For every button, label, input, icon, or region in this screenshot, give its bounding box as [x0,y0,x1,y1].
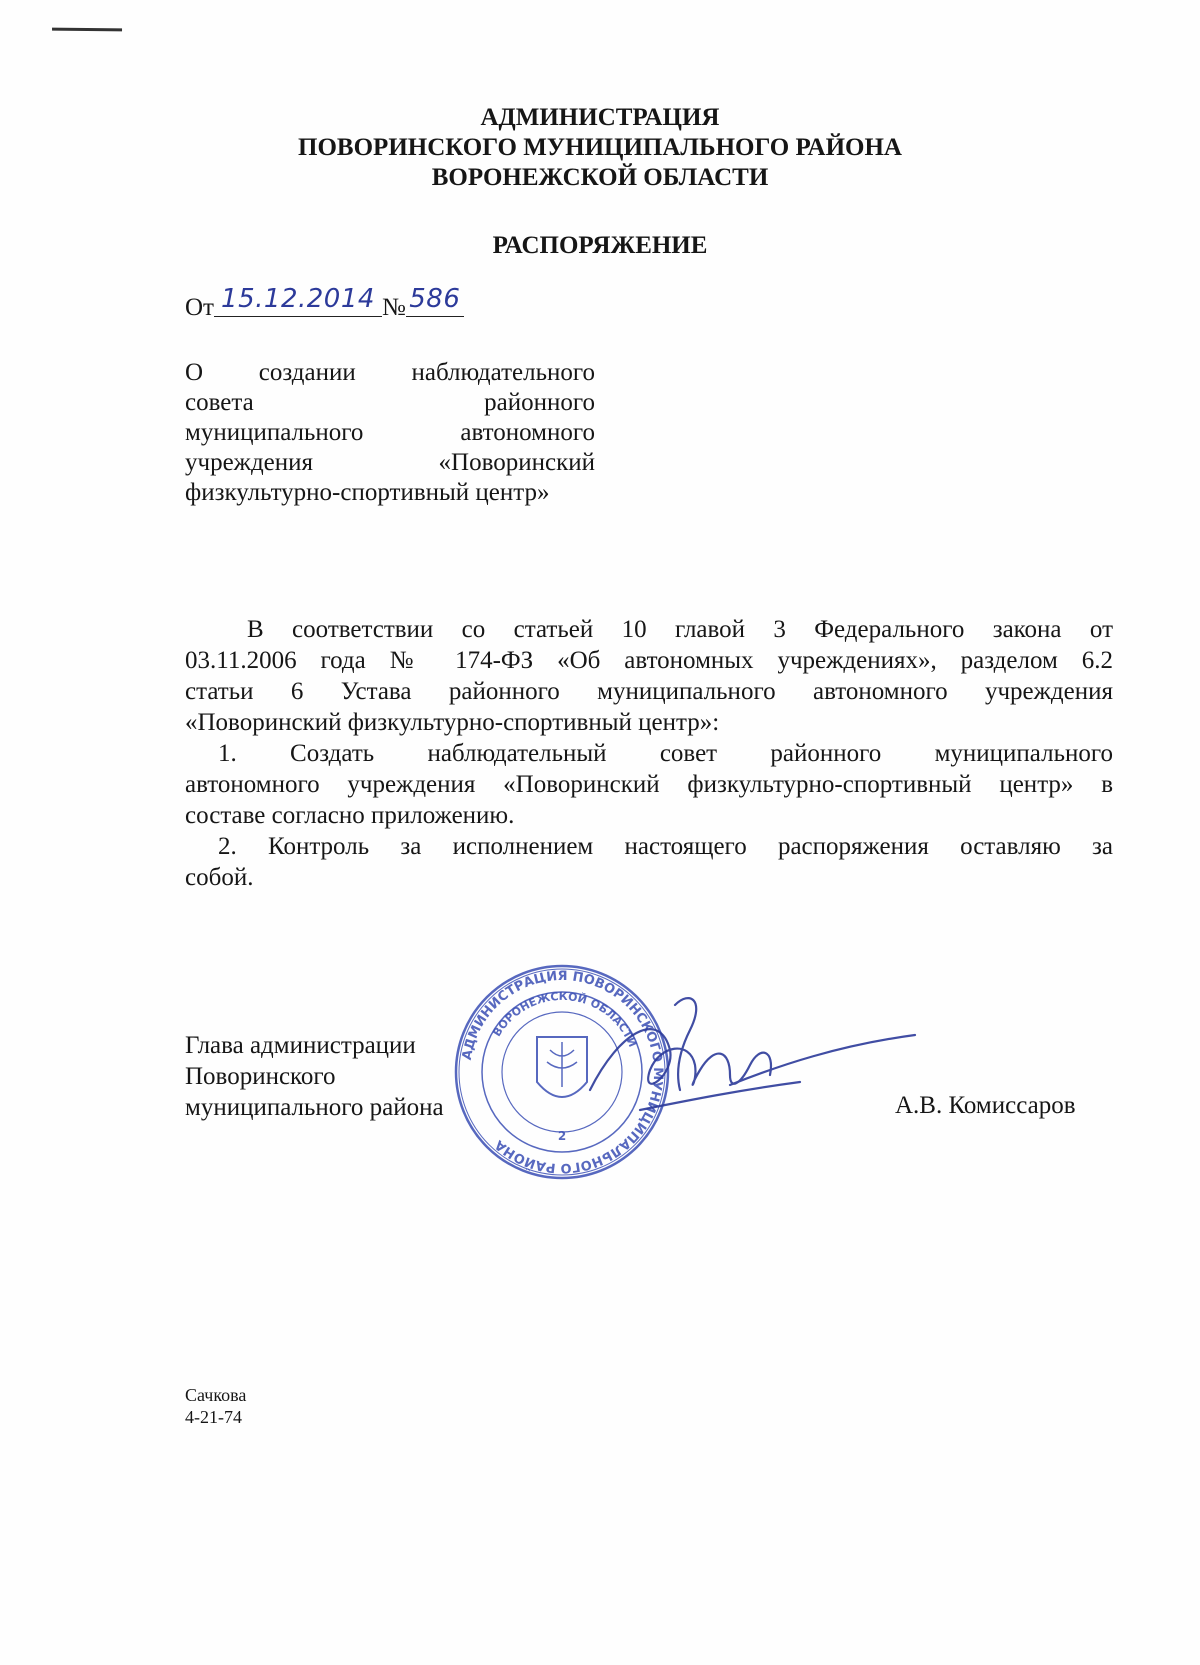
handwritten-signature [580,990,920,1140]
signatory-position [185,1030,444,1123]
date-field [214,284,382,317]
signatory-name: А.В. Комиссаров [895,1092,1076,1119]
item-1-line: 1. Создать наблюдательный совет районного муниципального [218,740,1113,767]
document-type-title: РАСПОРЯЖЕНИЕ [492,232,708,259]
subject-line: физкультурно-спортивный центр» [185,479,550,506]
preamble-line: В соответствии со статьей 10 главой 3 Федерального закона от [247,616,1113,643]
header-line-1: АДМИНИСТРАЦИЯ [480,104,720,131]
executor-name: Сачкова [185,1385,247,1405]
stamp-number: 2 [557,1129,567,1143]
preamble-line: статьи 6 Устава районного муниципального автономного учреждения [185,678,1113,705]
header-line-3: ВОРОНЕЖСКОЙ ОБЛАСТИ [431,164,769,191]
stamp-outer-text: АДМИНИСТРАЦИЯ ПОВОРИНСКОГО МУНИЦИПАЛЬНОГО РАЙОНА [459,968,666,1176]
number-label: № [381,294,406,321]
document-body [185,614,1113,893]
handwritten-number: 586 [409,284,461,314]
position-line: муниципального района [185,1094,444,1121]
stamp-inner-textpath: ВОРОНЕЖСКОЙ ОБЛАСТИ [490,989,640,1049]
subject-line: учреждения «Поворинский [185,449,595,476]
subject-line: муниципального автономного [185,419,595,446]
preamble-line: 03.11.2006 года № 174-ФЗ «Об автономных учреждениях», разделом 6.2 [185,647,1113,674]
position-line: Глава администрации [185,1032,416,1059]
executor-info [185,1384,246,1428]
item-2-line: собой. [185,864,254,891]
item-1-line: составе согласно приложению. [185,802,515,829]
executor-phone: 4-21-74 [185,1407,242,1427]
date-number-line [185,284,464,322]
document-subject [185,358,595,508]
from-label: От [185,294,214,321]
item-1-line: автономного учреждения «Поворинский физкультурно-спортивный центр» в [185,771,1113,798]
handwritten-date: 15.12.2014 [221,284,375,314]
subject-line: совета районного [185,389,595,416]
header-line-2: ПОВОРИНСКОГО МУНИЦИПАЛЬНОГО РАЙОНА [298,134,902,161]
position-line: Поворинского [185,1063,336,1090]
subject-line: О создании наблюдательного [185,359,595,386]
scan-artifact-mark [52,28,122,38]
document-header [0,103,1200,193]
item-2-line: 2. Контроль за исполнением настоящего распоряжения оставляю за [218,833,1113,860]
preamble-line: «Поворинский физкультурно-спортивный центр»: [185,709,720,736]
number-field [406,284,464,317]
